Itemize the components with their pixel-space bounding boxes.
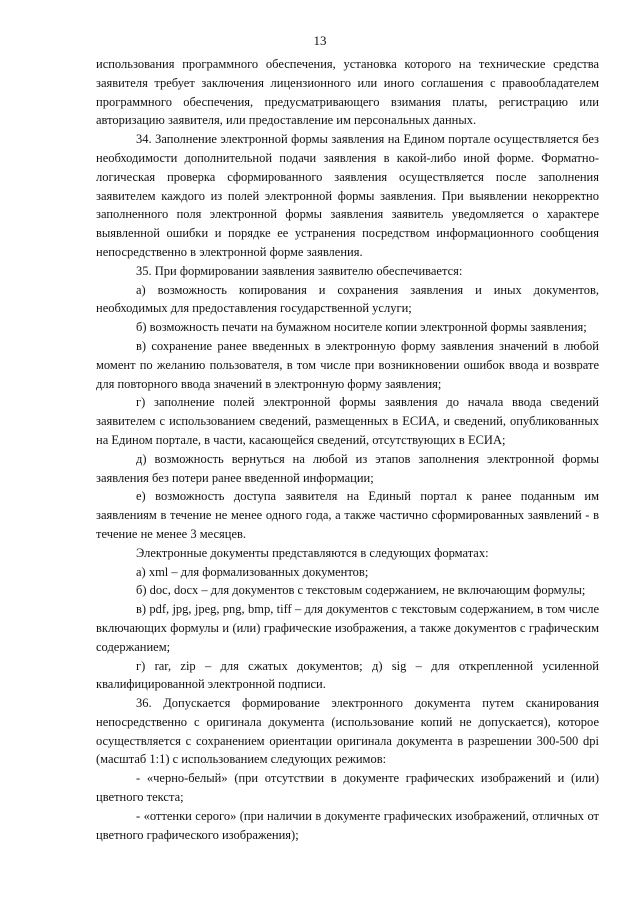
paragraph-35-v: в) сохранение ранее введенных в электронную форму заявления значений в любой момент по желанию пользователя, в том числе при возникновении ошибок ввода и возврате для повторного ввода значений в электронную форму заявления; [96, 338, 599, 391]
format-item-b: б) doc, docx – для документов с текстовым содержанием, не включающим формулы; [136, 583, 586, 598]
mode-black-white: - «черно-белый» (при отсутствии в документе графических изображений и (или) цветного текста; [96, 771, 599, 805]
mode-grayscale: - «оттенки серого» (при наличии в документе графических изображений, отличных от цветного графического изображения); [96, 808, 599, 842]
format-item-a: а) xml – для формализованных документов; [136, 564, 369, 579]
format-item-g-d: г) rar, zip – для сжатых документов; д) sig – для открепленной усиленной квалифицированной электронной подписи. [96, 658, 599, 692]
paragraph-continuation: использования программного обеспечения, установка которого на технические средства заявителя требует заключения лицензионного или иного соглашения с правообладателем программного обеспечения, предусматривающего взимания платы, регистрацию или авторизацию заявителя, или предоставление им персональных данных. [96, 57, 599, 128]
document-body [96, 55, 599, 844]
paragraph-35-a: а) возможность копирования и сохранения заявления и иных документов, необходимых для предоставления государственной услуги; [96, 282, 599, 316]
paragraph-35-b: б) возможность печати на бумажном носителе копии электронной формы заявления; [136, 320, 587, 335]
paragraph-35-e: е) возможность доступа заявителя на Единый портал к ранее поданным им заявлениям в течение не менее одного года, а также частично сформированных заявлений - в течение не менее 3 месяцев. [96, 489, 599, 541]
paragraph-35-g: г) заполнение полей электронной формы заявления до начала ввода сведений заявителем с использованием сведений, размещенных в ЕСИА, и сведений, опубликованных на Едином портале, в части, касающейся сведений, отсутствующих в ЕСИА; [96, 395, 599, 447]
paragraph-35: 35. При формировании заявления заявителю обеспечивается: [136, 263, 463, 278]
format-item-v: в) pdf, jpg, jpeg, png, bmp, tiff – для документов с текстовым содержанием, в том числе включающих формулы и (или) графические изображения, а также документов с графическим содержанием; [96, 602, 599, 654]
paragraph-36: 36. Допускается формирование электронного документа путем сканирования непосредственно с оригинала документа (использование копий не допускается), которое осуществляется с сохранением ориентации оригинала документа в разрешении 300-500 dpi (масштаб 1:1) с использованием следующих режимов: [96, 696, 599, 767]
paragraph-34: 34. Заполнение электронной формы заявления на Едином портале осуществляется без необходимости дополнительной подачи заявления в какой-либо иной форме. Форматно-логическая проверка сформированного заявления осуществляется после заполнения заявителем каждого из полей электронной формы заявления. При выявлении некорректно заполненного поля электронной формы заявления заявитель уведомляется о характере выявленной ошибки и порядке ее устранения посредством информационного сообщения непосредственно в электронной форме заявления. [96, 132, 599, 259]
formats-intro: Электронные документы представляются в следующих форматах: [136, 545, 489, 560]
page-number: 13 [313, 33, 327, 48]
paragraph-35-d: д) возможность вернуться на любой из этапов заполнения электронной формы заявления без потери ранее введенной информации; [96, 451, 599, 485]
